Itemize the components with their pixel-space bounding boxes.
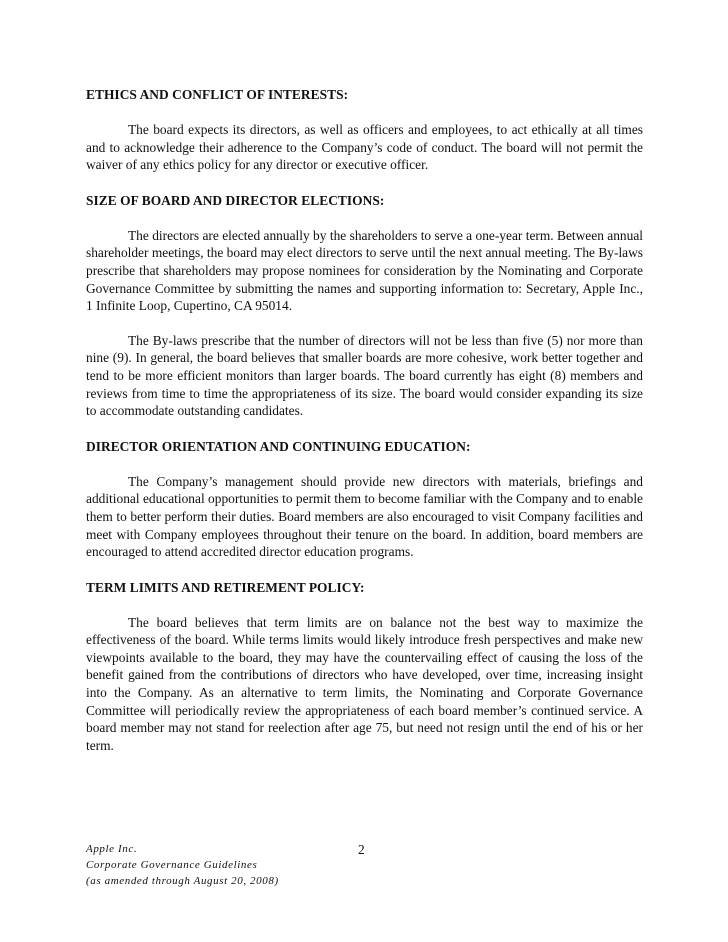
section-ethics <box>86 86 643 174</box>
section-orientation <box>86 438 643 561</box>
paragraph-number-of-directors: The By-laws prescribe that the number of directors will not be less than five (5) nor more than nine (9). In general, the board believes that smaller boards are more cohesive, work better together and tend to be more efficient monitors than larger boards. The board currently has eight (8) members and reviews from time to time the appropriateness of its size. The board would consider expanding its size to accommodate outstanding candidates. <box>86 332 643 419</box>
footer-document-title: Corporate Governance Guidelines <box>86 859 258 871</box>
paragraph-orientation: The Company’s management should provide new directors with materials, briefings and additional educational opportunities to permit them to become familiar with the Company and to enable them to better perform their duties. Board members are also encouraged to visit Company facilities and meet with Company employees throughout their tenure on the board. In addition, board members are encouraged to attend accredited director education programs. <box>86 473 643 560</box>
page-number: 2 <box>358 842 365 857</box>
section-heading-orientation: DIRECTOR ORIENTATION AND CONTINUING EDUCATION: <box>86 438 471 454</box>
footer-company: Apple Inc. <box>86 843 138 855</box>
paragraph-term-limits: The board believes that term limits are on balance not the best way to maximize the effectiveness of the board. While terms limits would likely introduce fresh perspectives and make new viewpoints available to the board, they may have the countervailing effect of causing the loss of the benefit gained from the contributions of directors who have developed, over time, increasing insight into the Company. As an alternative to term limits, the Nominating and Corporate Governance Committee will periodically review the appropriateness of each board member’s continued service. A board member may not stand for reelection after age 75, but need not resign until the end of his or her term. <box>86 614 643 753</box>
paragraph-ethics: The board expects its directors, as well as officers and employees, to act ethically at all times and to acknowledge their adherence to the Company’s code of conduct. The board will not permit the waiver of any ethics policy for any director or executive officer. <box>86 122 643 173</box>
section-term-limits <box>86 579 643 755</box>
section-board-size <box>86 192 643 420</box>
document-body <box>86 86 643 771</box>
section-heading-board-size: SIZE OF BOARD AND DIRECTOR ELECTIONS: <box>86 192 385 208</box>
section-heading-ethics: ETHICS AND CONFLICT OF INTERESTS: <box>86 87 349 102</box>
footer-amended-note: (as amended through August 20, 2008) <box>86 875 279 887</box>
section-heading-term-limits: TERM LIMITS AND RETIREMENT POLICY: <box>86 579 365 595</box>
paragraph-director-elections: The directors are elected annually by the shareholders to serve a one-year term. Between annual shareholder meetings, the board may elect directors to serve until the next annual meeting. The By-laws prescribe that shareholders may propose nominees for consideration by the Nominating and Corporate Governance Committee by submitting the names and supporting information to: Secretary, Apple Inc., 1 Infinite Loop, Cupertino, CA 95014. <box>86 227 643 314</box>
